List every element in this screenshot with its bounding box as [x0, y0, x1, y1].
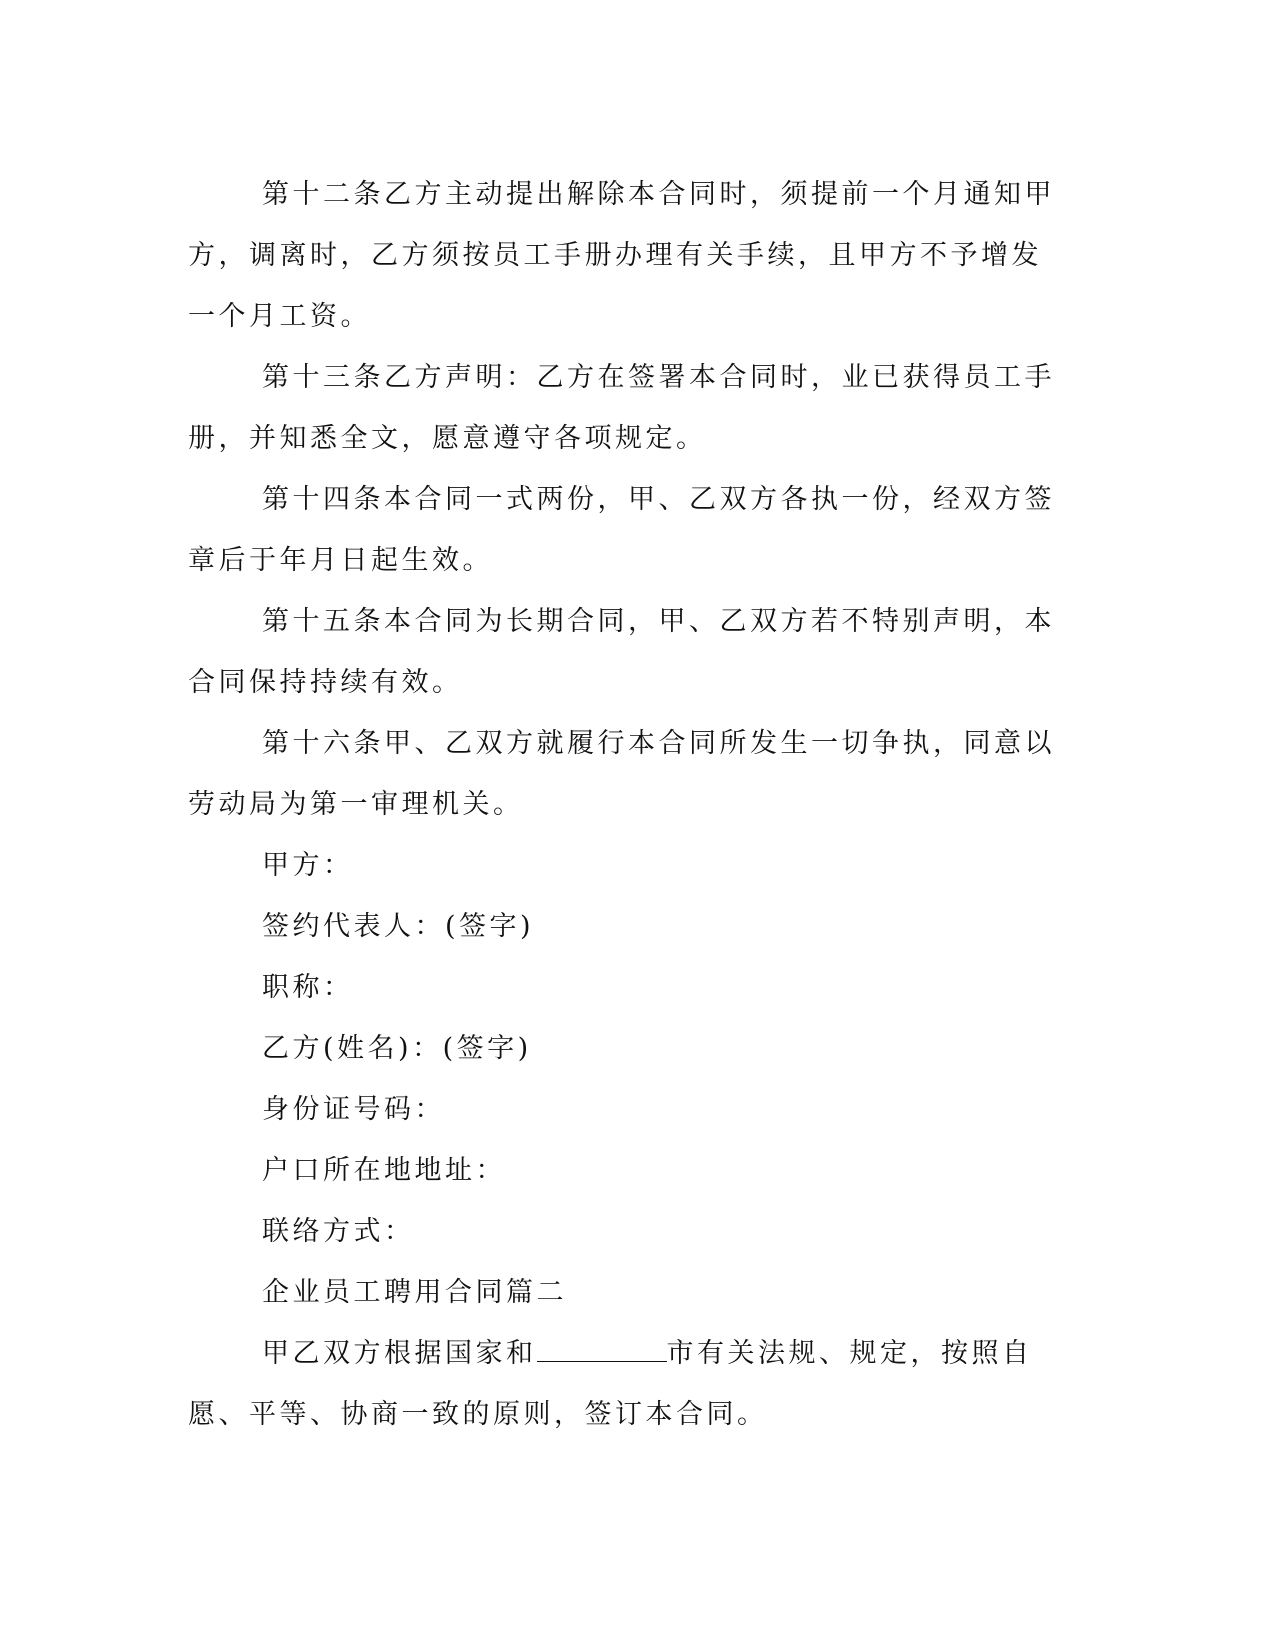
preamble-before-blank: 甲乙双方根据国家和: [262, 1338, 537, 1369]
document-body: [188, 164, 1068, 1445]
household-address-field: 户口所在地地址：: [262, 1155, 506, 1186]
article-15: 第十五条本合同为长期合同，甲、乙双方若不特别声明，本合同保持持续有效。: [188, 606, 1055, 698]
preamble-paragraph: [188, 1323, 1068, 1445]
id-number-field: 身份证号码：: [262, 1094, 445, 1125]
contact-field: 联络方式：: [262, 1216, 415, 1247]
section-heading: 企业员工聘用合同篇二: [262, 1277, 567, 1308]
article-14: 第十四条本合同一式两份，甲、乙双方各执一份，经双方签章后于年月日起生效。: [188, 484, 1055, 576]
party-b-field: 乙方(姓名)：(签字): [262, 1033, 532, 1064]
city-blank-line: [537, 1339, 667, 1362]
title-field: 职称：: [262, 972, 354, 1003]
article-16: 第十六条甲、乙双方就履行本合同所发生一切争执，同意以劳动局为第一审理机关。: [188, 728, 1055, 820]
preamble-after-blank: 市有关法规、规定，按照自愿、平等、协商一致的原则，签订本合同。: [188, 1338, 1033, 1430]
representative-field: 签约代表人：(签字): [262, 911, 535, 942]
article-12: 第十二条乙方主动提出解除本合同时，须提前一个月通知甲方，调离时，乙方须按员工手册办理有关手续，且甲方不予增发一个月工资。: [188, 179, 1055, 332]
party-a-field: 甲方：: [262, 850, 354, 881]
article-13: 第十三条乙方声明：乙方在签署本合同时，业已获得员工手册，并知悉全文，愿意遵守各项规定。: [188, 362, 1055, 454]
